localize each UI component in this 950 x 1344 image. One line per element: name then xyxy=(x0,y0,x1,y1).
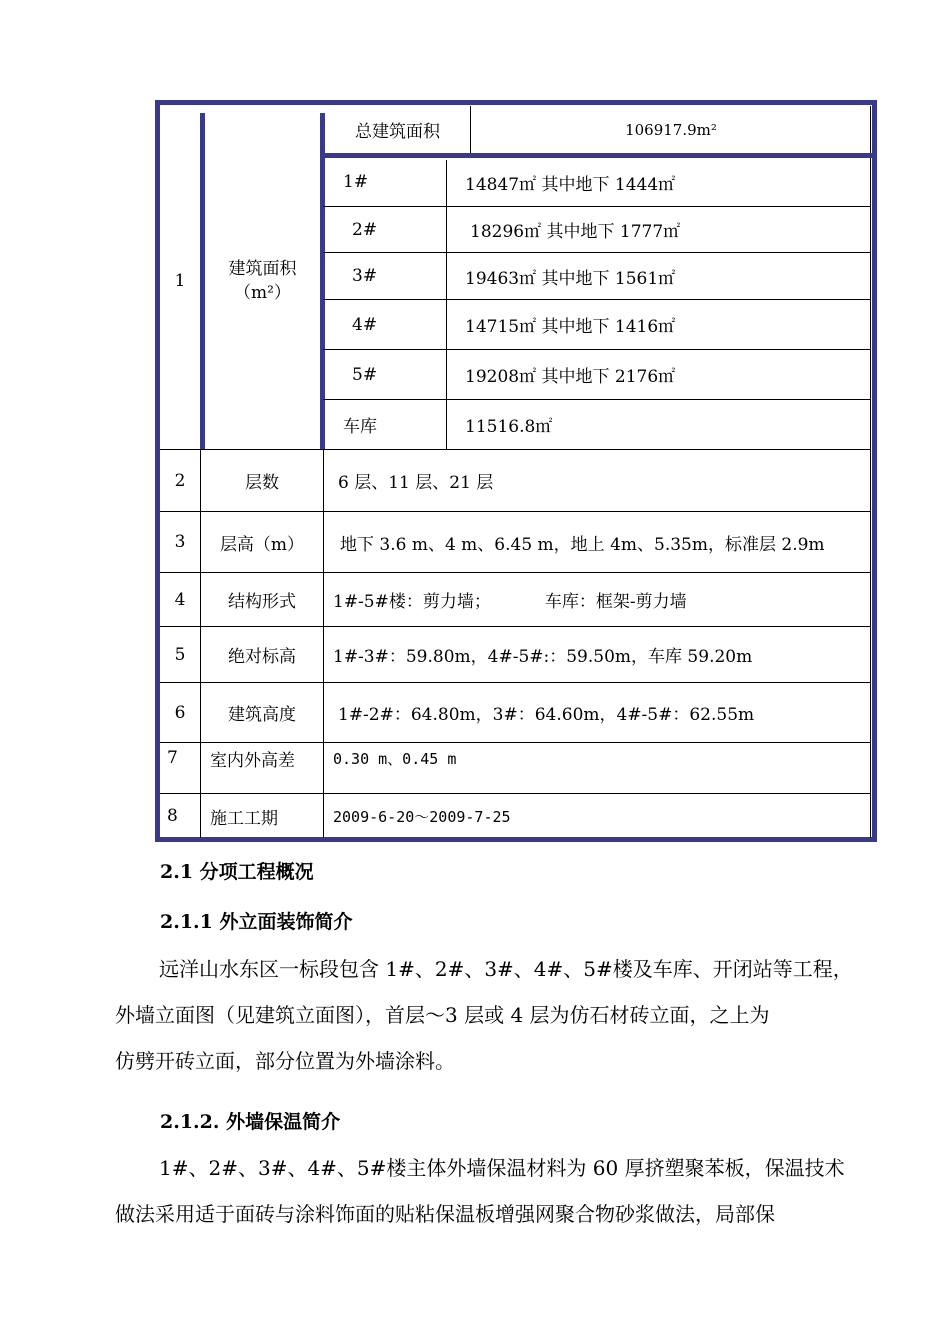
row-value: 1#-2#：64.80m，3#：64.60m，4#-5#：62.55m xyxy=(338,705,755,725)
building-area-value: 14715㎡ 其中地下 1416㎡ xyxy=(465,317,676,337)
building-area-value: 19208㎡ 其中地下 2176㎡ xyxy=(465,367,676,387)
table-divider xyxy=(446,160,447,449)
building-area-value: 14847㎡ 其中地下 1444㎡ xyxy=(465,174,676,195)
table-divider xyxy=(870,106,871,838)
row-number: 7 xyxy=(167,748,178,768)
building-area-value: 19463㎡ 其中地下 1561㎡ xyxy=(465,268,676,289)
row-item-label: 层数 xyxy=(245,473,279,493)
row-value: 6 层、11 层、21 层 xyxy=(338,473,494,493)
row-number: 4 xyxy=(174,589,186,610)
paragraph-line: 做法采用适于面砖与涂料饰面的贴粘保温板增强网聚合物砂浆做法，局部保 xyxy=(115,1202,775,1226)
row-item-label: 建筑高度 xyxy=(228,705,296,725)
row-item-label xyxy=(205,113,320,449)
section-heading: 2.1.2. 外墙保温简介 xyxy=(160,1111,341,1133)
building-label: 2# xyxy=(352,219,378,240)
row-item-label: 绝对标高 xyxy=(228,647,296,667)
row-item-label-text: 建筑面积（m²） xyxy=(228,259,297,303)
row-value: 1#-5#楼：剪力墙； 车库：框架-剪力墙 xyxy=(333,592,687,612)
row-value: 2009-6-20～2009-7-25 xyxy=(333,807,511,826)
table-divider xyxy=(323,448,324,838)
paragraph xyxy=(115,1145,875,1237)
garage-label: 车库 xyxy=(343,417,377,437)
paragraph xyxy=(115,946,875,1084)
total-area-label: 总建筑面积 xyxy=(355,122,440,142)
row-number: 8 xyxy=(167,806,178,826)
row-item-label: 室内外高差 xyxy=(210,750,295,771)
building-label: 1# xyxy=(343,172,369,192)
section-heading: 2.1 分项工程概况 xyxy=(160,861,314,883)
paragraph-line: 外墙立面图（见建筑立面图），首层～3 层或 4 层为仿石材砖立面，之上为 xyxy=(115,1003,770,1027)
paragraph-line: 1#、2#、3#、4#、5#楼主体外墙保温材料为 60 厚挤塑聚苯板，保温技术 xyxy=(159,1156,845,1180)
building-label: 5# xyxy=(352,364,378,385)
row-number: 1 xyxy=(174,271,186,291)
section-heading: 2.1.1 外立面装饰简介 xyxy=(160,911,353,933)
building-label: 4# xyxy=(352,314,378,335)
row-number: 3 xyxy=(174,532,186,552)
paragraph-line: 远洋山水东区一标段包含 1#、2#、3#、4#、5#楼及车库、开闭站等工程， xyxy=(159,957,853,981)
paragraph-line: 仿劈开砖立面，部分位置为外墙涂料。 xyxy=(115,1049,455,1073)
building-area-value: 18296㎡ 其中地下 1777㎡ xyxy=(470,222,681,242)
row-item-label: 层高（m） xyxy=(219,534,305,555)
row-number: 6 xyxy=(174,702,186,723)
row-value: 地下 3.6 m、4 m、6.45 m，地上 4m、5.35m，标准层 2.9m xyxy=(340,534,825,555)
row-value: 0.30 m、0.45 m xyxy=(333,749,457,768)
row-number: 2 xyxy=(174,470,186,491)
row-number: 5 xyxy=(174,644,186,665)
building-label: 3# xyxy=(352,266,378,286)
row-value: 1#-3#：59.80m，4#-5#:：59.50m，车库 59.20m xyxy=(333,647,753,667)
row-item-label: 结构形式 xyxy=(228,592,296,612)
row-item-label: 施工工期 xyxy=(210,808,278,829)
total-area-value: 106917.9m² xyxy=(625,120,717,139)
garage-area-value: 11516.8㎡ xyxy=(465,417,553,437)
